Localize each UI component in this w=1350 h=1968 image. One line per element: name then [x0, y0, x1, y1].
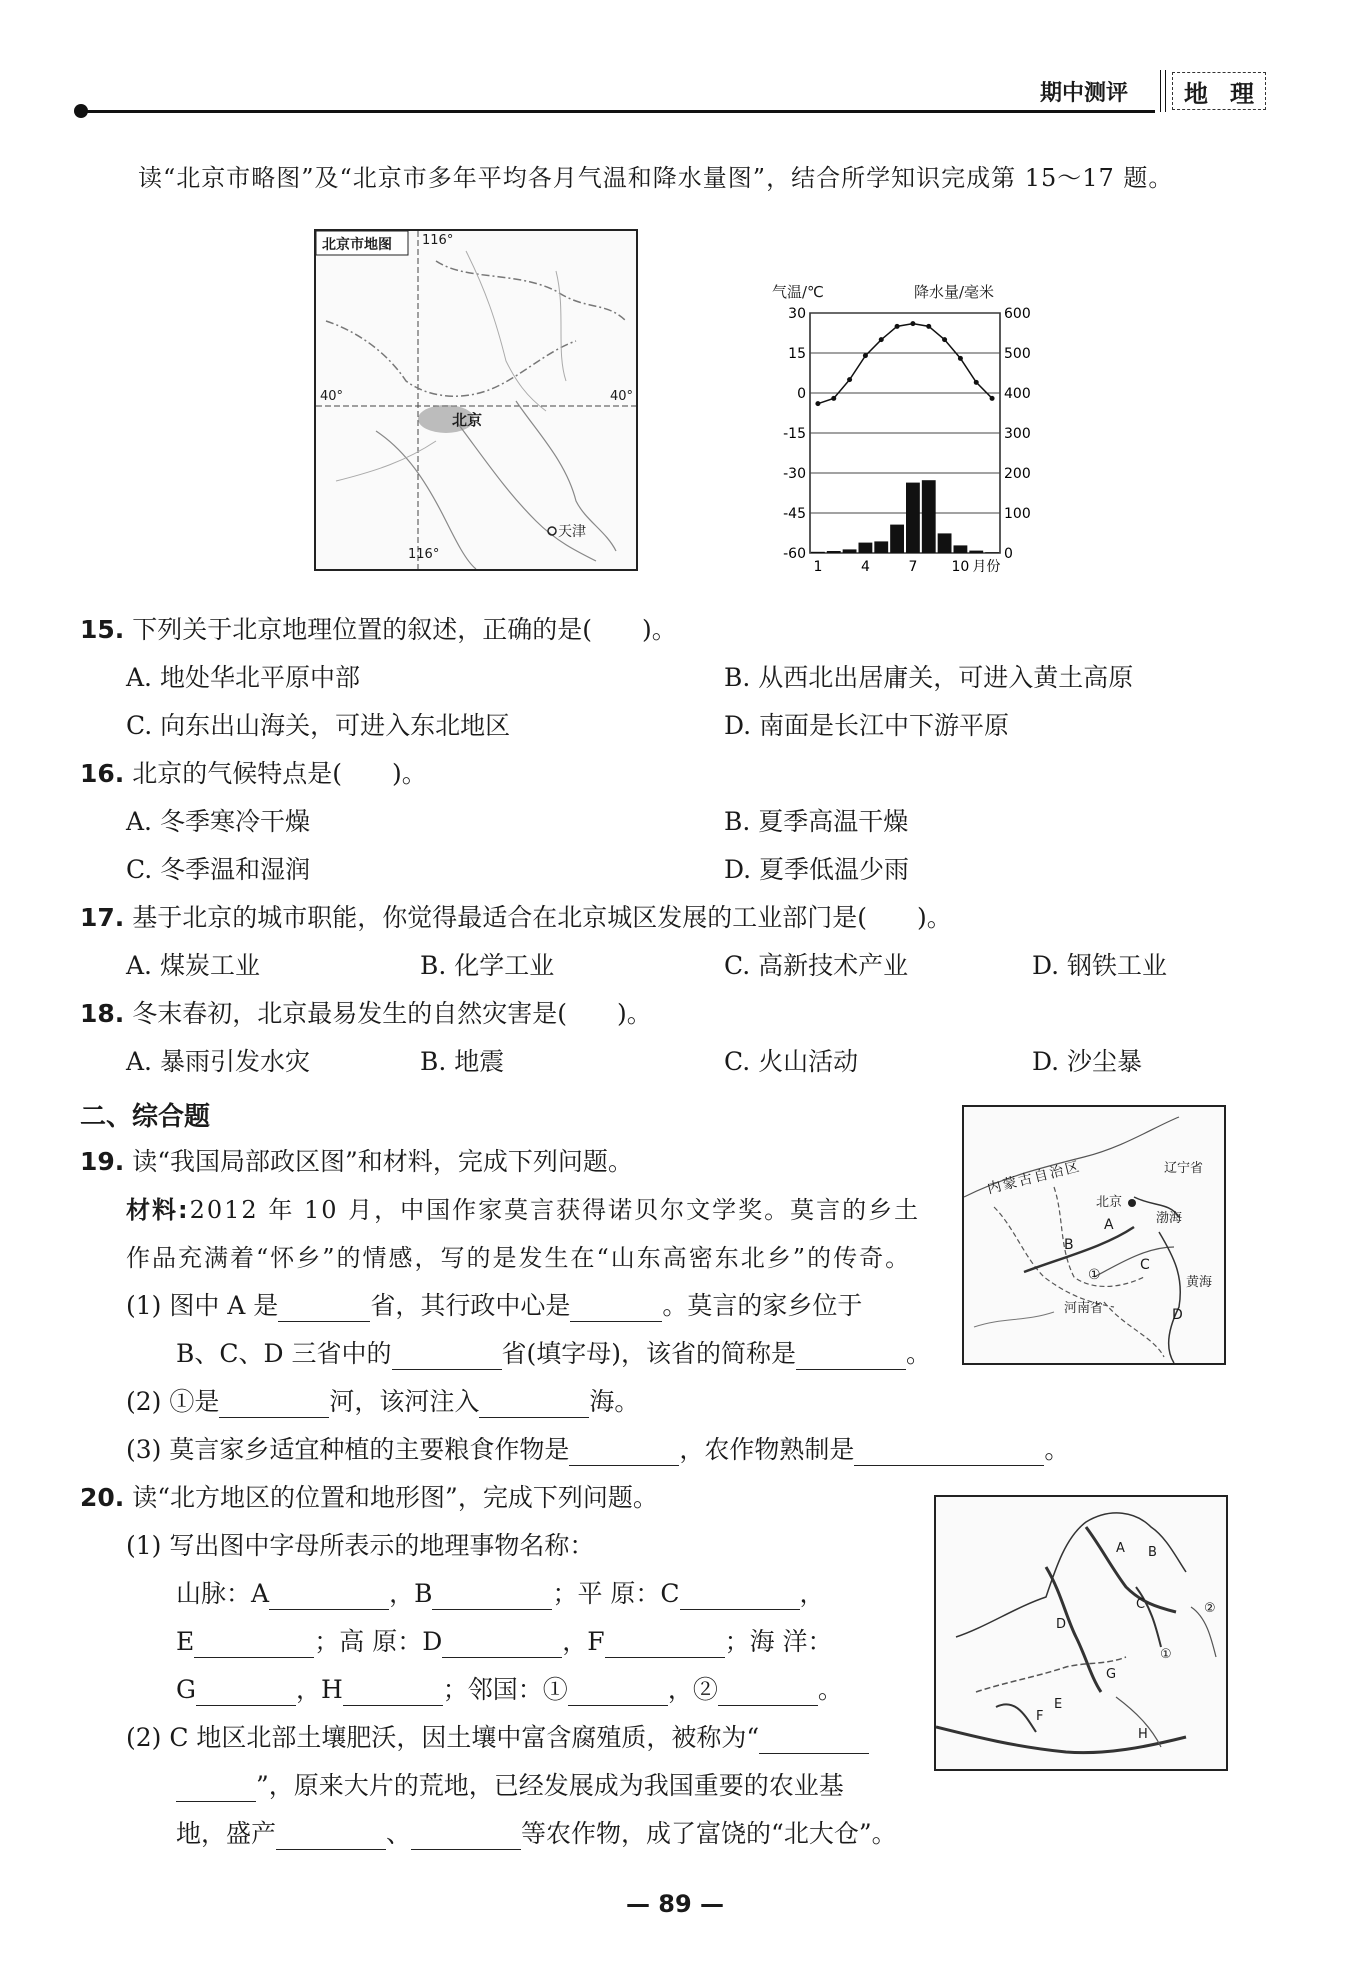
precip-bar: [874, 541, 888, 553]
label-F: F: [1036, 1709, 1044, 1724]
answer-blank[interactable]: [569, 1441, 679, 1466]
page-header: [80, 70, 1260, 120]
precip-bar: [985, 552, 999, 553]
temp-point: [958, 356, 963, 361]
label-H: H: [1138, 1727, 1148, 1742]
beijing-map-title: 北京市地图: [322, 237, 392, 253]
subject-char-2: 理: [1230, 79, 1254, 108]
answer-blank[interactable]: [196, 1681, 296, 1706]
temp-point: [990, 396, 995, 401]
precip-bar: [859, 543, 873, 553]
question-text: 读“北方地区的位置和地形图”，完成下列问题。: [132, 1483, 658, 1512]
q19-part1-line2: [176, 1334, 931, 1370]
q20-row3: [176, 1670, 843, 1706]
temp-tick-label: 30: [788, 306, 806, 322]
precip-bar: [922, 480, 936, 553]
label-C: C: [1140, 1257, 1150, 1273]
precip-bar: [811, 552, 825, 553]
precip-bar: [969, 551, 983, 553]
temp-point: [974, 380, 979, 385]
text: ，B: [389, 1579, 433, 1608]
answer-blank[interactable]: [219, 1393, 329, 1418]
question-text: 北京的气候特点是( )。: [132, 759, 427, 788]
temp-point: [942, 337, 947, 342]
label-C: C: [1136, 1597, 1146, 1612]
header-separator: [1160, 70, 1166, 112]
city-label-beijing: 北京: [452, 411, 483, 429]
text: ；海 洋：: [724, 1627, 833, 1656]
text: 、: [386, 1819, 412, 1848]
lon-label-bottom: 116°: [408, 547, 440, 562]
q20-part2-line2: [176, 1766, 844, 1802]
text: ，②: [667, 1675, 718, 1704]
q19-part1-line1: [126, 1286, 862, 1322]
precip-bar: [906, 483, 920, 553]
text: ；邻国：①: [442, 1675, 568, 1704]
precip-bar: [890, 525, 904, 553]
x-tick-label: 10: [951, 559, 970, 575]
question-20: [80, 1478, 658, 1514]
option-18d[interactable]: D. 沙尘暴: [1032, 1047, 1143, 1076]
precip-tick-label: 300: [1004, 426, 1030, 442]
answer-blank[interactable]: [854, 1441, 1044, 1466]
text: ，: [799, 1579, 825, 1608]
question-text: 基于北京的城市职能，你觉得最适合在北京城区发展的工业部门是( )。: [132, 903, 952, 932]
climate-chart-svg: [760, 275, 1030, 575]
material-label: 材料:: [126, 1196, 190, 1224]
option-16b[interactable]: B. 夏季高温干燥: [724, 807, 909, 836]
text: (2) C 地区北部土壤肥沃，因土壤中富含腐殖质，被称为“: [126, 1723, 760, 1752]
q20-part1: (1) 写出图中字母所表示的地理事物名称：: [126, 1531, 595, 1560]
temp-point: [863, 353, 868, 358]
q20-map: [934, 1495, 1228, 1771]
answer-blank[interactable]: [759, 1729, 869, 1754]
option-16d[interactable]: D. 夏季低温少雨: [724, 855, 910, 884]
question-19: [80, 1142, 633, 1178]
label-D: D: [1056, 1617, 1067, 1632]
answer-blank[interactable]: [605, 1633, 725, 1658]
answer-blank[interactable]: [432, 1585, 552, 1610]
text: 。: [906, 1339, 932, 1368]
answer-blank[interactable]: [479, 1393, 589, 1418]
question-15: [80, 610, 677, 646]
city-label-tianjin: 天津: [558, 524, 586, 540]
text: 海。: [589, 1387, 640, 1416]
precip-bar: [954, 545, 968, 553]
text: 地，盛产: [176, 1819, 277, 1848]
question-17: [80, 898, 952, 934]
temp-tick-label: -60: [783, 546, 806, 562]
label-circle-1: ①: [1160, 1647, 1172, 1662]
temp-point: [926, 324, 931, 329]
option-16a[interactable]: A. 冬季寒冷干燥: [126, 807, 310, 836]
q19-part2: [126, 1382, 639, 1418]
label-B: B: [1148, 1545, 1157, 1560]
temp-line: [818, 324, 992, 404]
question-number: 19.: [80, 1147, 125, 1176]
text: ，农作物熟制是: [679, 1435, 855, 1464]
text: E: [176, 1627, 195, 1656]
beijing-map: [314, 229, 638, 571]
section-heading: 二、综合题: [80, 1102, 211, 1132]
subject-char-1: 地: [1184, 79, 1208, 108]
page-number: — 89 —: [625, 1890, 725, 1918]
option-15a[interactable]: A. 地处华北平原中部: [126, 663, 360, 692]
label-circle-1: ①: [1088, 1267, 1101, 1283]
temp-tick-label: -15: [783, 426, 806, 442]
text: 。: [1044, 1435, 1070, 1464]
precip-bar: [827, 551, 841, 553]
answer-blank[interactable]: [718, 1681, 818, 1706]
question-number: 16.: [80, 759, 125, 788]
q20-map-drawing: [936, 1497, 1226, 1769]
text: (3) 莫言家乡适宜种植的主要粮食作物是: [126, 1435, 570, 1464]
q20-part2-line1: [126, 1718, 869, 1754]
label-bohai: 渤海: [1156, 1211, 1183, 1226]
option-17d[interactable]: D. 钢铁工业: [1032, 951, 1168, 980]
q19-part3: [126, 1430, 1069, 1466]
answer-blank[interactable]: [194, 1633, 314, 1658]
question-number: 20.: [80, 1483, 125, 1512]
text: ”，原来大片的荒地，已经发展成为我国重要的农业基: [256, 1771, 844, 1800]
text: 等农作物，成了富饶的“北大仓”。: [521, 1819, 897, 1848]
temp-point: [831, 396, 836, 401]
label-G: G: [1106, 1667, 1117, 1682]
lon-label-top: 116°: [422, 233, 454, 248]
text: 山脉：A: [176, 1579, 270, 1608]
text: ，H: [295, 1675, 343, 1704]
precip-bar: [938, 533, 952, 553]
material-text-1: 2012 年 10 月，中国作家莫言获得诺贝尔文学奖。莫言的乡土: [189, 1196, 921, 1224]
q20-row2: [176, 1622, 833, 1658]
text: B、C、D 三省中的: [176, 1339, 392, 1368]
label-beijing: 北京: [1096, 1195, 1123, 1210]
x-tick-label: 7: [908, 559, 918, 575]
question-text: 冬末春初，北京最易发生的自然灾害是( )。: [132, 999, 652, 1028]
answer-blank[interactable]: [278, 1297, 370, 1322]
temp-point: [879, 337, 884, 342]
chart-precip-axis-label: 降水量/毫米: [914, 283, 995, 301]
text: 省，其行政中心是: [370, 1291, 571, 1320]
lat-label-left: 40°: [320, 389, 344, 404]
option-15d[interactable]: D. 南面是长江中下游平原: [724, 711, 1010, 740]
lat-label-right: 40°: [610, 389, 634, 404]
chart-temp-axis-label: 气温/℃: [772, 283, 824, 301]
question-number: 17.: [80, 903, 125, 932]
label-liaoning: 辽宁省: [1164, 1161, 1204, 1176]
q20-part2-line3: [176, 1814, 897, 1850]
material-line-1: [126, 1190, 920, 1225]
option-16c[interactable]: C. 冬季温和湿润: [126, 855, 311, 884]
precip-tick-label: 600: [1004, 306, 1030, 322]
temp-tick-label: -30: [783, 466, 806, 482]
x-tick-label: 4: [860, 559, 870, 575]
answer-blank[interactable]: [796, 1345, 906, 1370]
header-rule: [80, 110, 1155, 113]
precip-tick-label: 200: [1004, 466, 1030, 482]
label-henan: 河南省: [1064, 1301, 1104, 1316]
temp-tick-label: -45: [783, 506, 806, 522]
text: 河，该河注入: [329, 1387, 480, 1416]
answer-blank[interactable]: [442, 1633, 562, 1658]
precip-bar: [843, 549, 857, 553]
beijing-map-drawing: [316, 231, 636, 569]
option-18b[interactable]: B. 地震: [420, 1047, 505, 1076]
option-18c[interactable]: C. 火山活动: [724, 1047, 859, 1076]
option-17c[interactable]: C. 高新技术产业: [724, 951, 909, 980]
text: G: [176, 1675, 196, 1704]
text: ，F: [562, 1627, 605, 1656]
answer-blank[interactable]: [392, 1345, 502, 1370]
text: 。莫言的家乡位于: [662, 1291, 863, 1320]
intro-text: 读“北京市略图”及“北京市多年平均各月气温和降水量图”，结合所学知识完成第 15～17 题。: [138, 164, 1174, 192]
option-15c[interactable]: C. 向东出山海关，可进入东北地区: [126, 711, 511, 740]
text: (2) ①是: [126, 1387, 220, 1416]
label-D: D: [1172, 1307, 1183, 1323]
label-A: A: [1104, 1217, 1114, 1233]
label-E: E: [1054, 1697, 1063, 1712]
label-neimenggu: 内蒙古自治区: [985, 1158, 1083, 1198]
answer-blank[interactable]: [411, 1825, 521, 1850]
option-15b[interactable]: B. 从西北出居庸关，可进入黄土高原: [724, 663, 1134, 692]
answer-blank[interactable]: [269, 1585, 389, 1610]
question-18: [80, 994, 652, 1030]
option-17a[interactable]: A. 煤炭工业: [126, 951, 260, 980]
text: 省(填字母)，该省的简称是: [501, 1339, 797, 1368]
q20-row1: [176, 1574, 825, 1610]
temp-point: [910, 321, 915, 326]
precip-tick-label: 500: [1004, 346, 1030, 362]
climate-chart: [760, 275, 1030, 575]
option-17b[interactable]: B. 化学工业: [420, 951, 555, 980]
option-18a[interactable]: A. 暴雨引发水灾: [126, 1047, 310, 1076]
question-16: [80, 754, 427, 790]
temp-point: [815, 401, 820, 406]
text: 。: [817, 1675, 843, 1704]
x-unit-label: 月份: [972, 559, 1001, 575]
precip-tick-label: 0: [1004, 546, 1013, 562]
answer-blank[interactable]: [343, 1681, 443, 1706]
x-tick-label: 1: [813, 559, 823, 575]
text: ；高 原：D: [314, 1627, 443, 1656]
precip-tick-label: 400: [1004, 386, 1030, 402]
text: ；平 原：C: [552, 1579, 680, 1608]
header-subject: [1172, 72, 1266, 110]
answer-blank[interactable]: [176, 1777, 256, 1802]
question-text: 读“我国局部政区图”和材料，完成下列问题。: [132, 1147, 633, 1176]
q19-map-drawing: [964, 1107, 1224, 1363]
question-text: 下列关于北京地理位置的叙述，正确的是( )。: [132, 615, 677, 644]
q19-map: [962, 1105, 1226, 1365]
temp-point: [895, 324, 900, 329]
temp-tick-label: 15: [788, 346, 806, 362]
label-B: B: [1064, 1237, 1074, 1253]
text: (1) 图中 A 是: [126, 1291, 279, 1320]
answer-blank[interactable]: [570, 1297, 662, 1322]
precip-tick-label: 100: [1004, 506, 1030, 522]
temp-point: [847, 377, 852, 382]
header-section: 期中测评: [1040, 81, 1129, 106]
label-A: A: [1116, 1541, 1125, 1556]
answer-blank[interactable]: [680, 1585, 800, 1610]
label-huanghai: 黄海: [1186, 1275, 1213, 1290]
question-number: 18.: [80, 999, 125, 1028]
answer-blank[interactable]: [568, 1681, 668, 1706]
material-line-2: 作品充满着“怀乡”的情感，写的是发生在“山东高密东北乡”的传奇。: [126, 1244, 912, 1272]
temp-tick-label: 0: [797, 386, 806, 402]
question-number: 15.: [80, 615, 125, 644]
label-circle-2: ②: [1204, 1601, 1216, 1616]
answer-blank[interactable]: [276, 1825, 386, 1850]
